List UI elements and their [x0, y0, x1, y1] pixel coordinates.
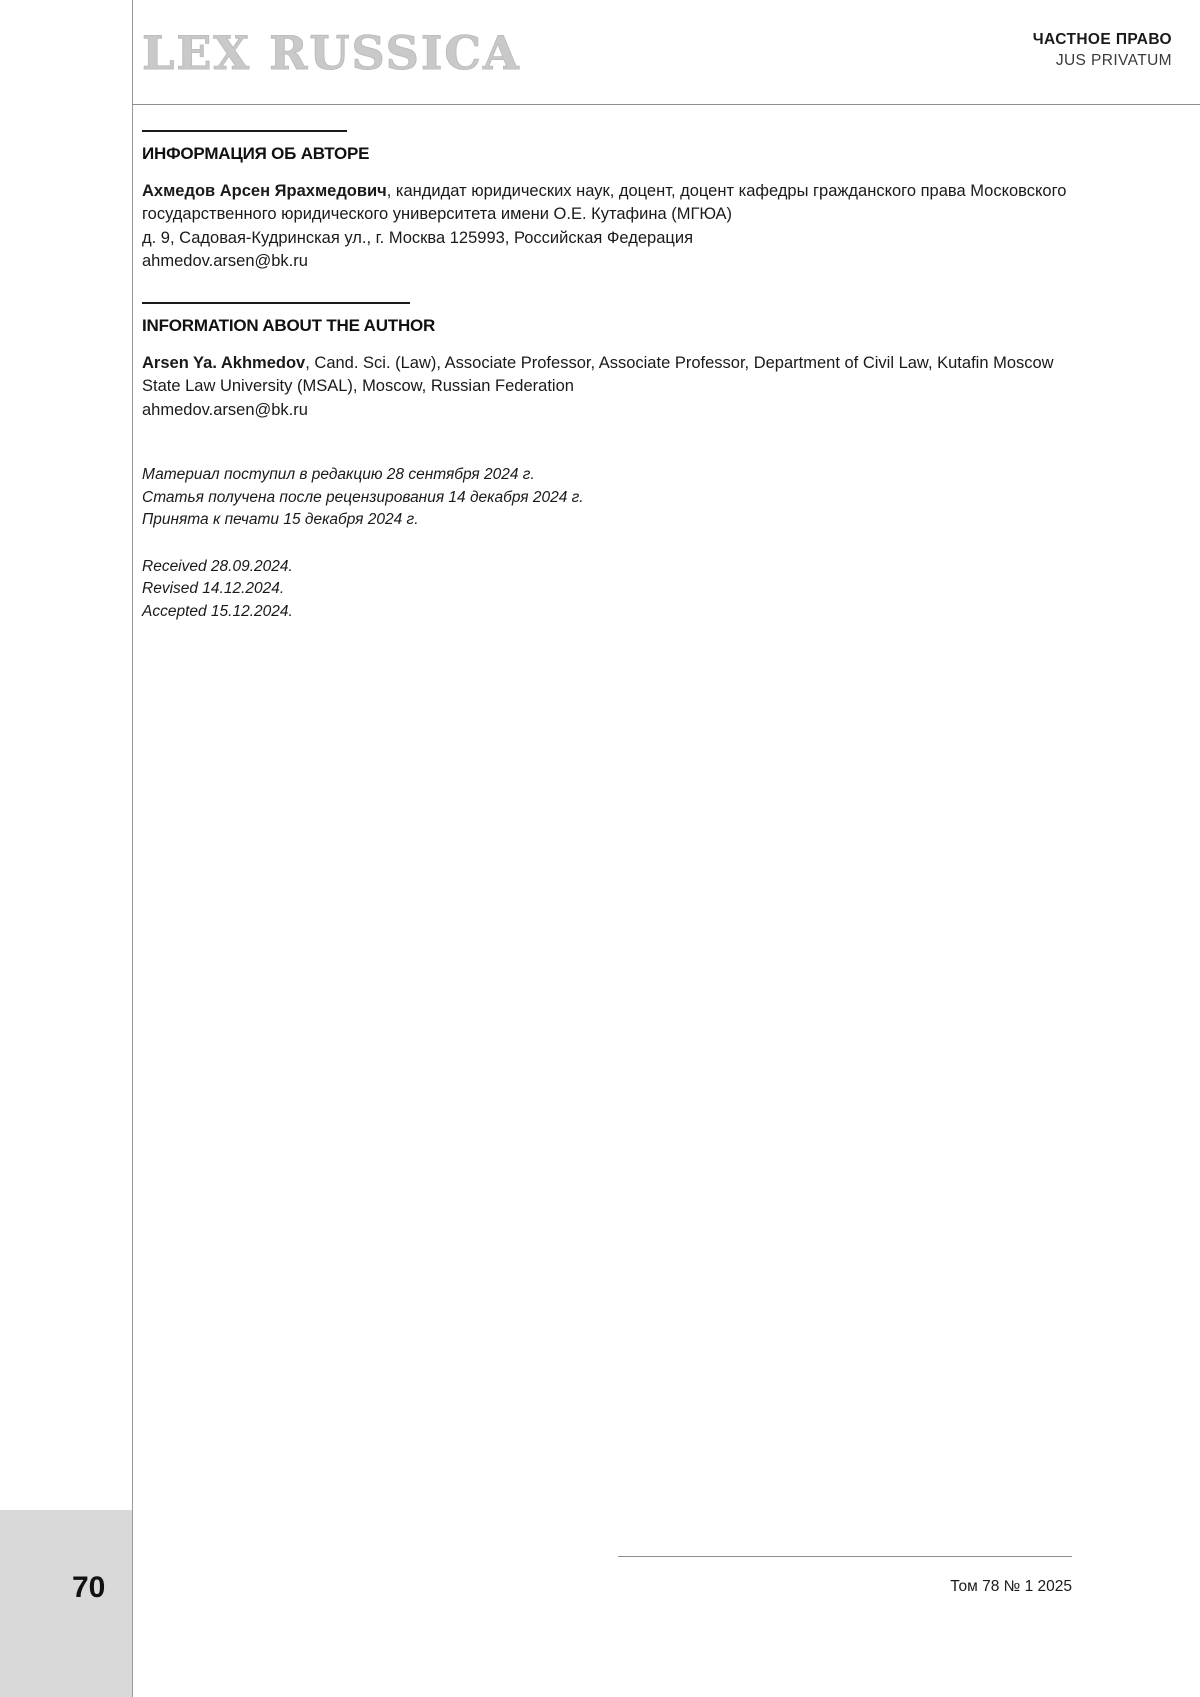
- rubric-latin: JUS PRIVATUM: [1055, 51, 1172, 69]
- rule-above-author-en: [142, 302, 410, 304]
- author-ru-affiliation-line1: , кандидат юридических наук, доцент, доцент кафедры гражданского права: [386, 182, 966, 200]
- left-margin-strip: [0, 1510, 132, 1697]
- date-received-ru: Материал поступил в редакцию 28 сентября 2024 г.: [142, 465, 535, 483]
- rule-above-author-ru: [142, 130, 347, 132]
- header-divider: [132, 104, 1200, 105]
- page-content: [142, 130, 1072, 624]
- author-en-affiliation-line1: , Cand. Sci. (Law), Associate Professor, Associate Professor, Department of Civil Law,: [305, 353, 933, 372]
- author-en-affiliation-line2: Kutafin Moscow State Law University (MSAL), Moscow, Russian Federation: [142, 353, 1054, 396]
- author-info-ru-title: ИНФОРМАЦИЯ ОБ АВТОРЕ: [142, 144, 370, 163]
- margin-divider: [132, 0, 133, 1697]
- author-en-affiliation: [142, 352, 1072, 399]
- author-en-email: ahmedov.arsen@bk.ru: [142, 400, 308, 419]
- journal-masthead: LEX RUSSICA: [142, 26, 521, 80]
- block-spacer: [142, 274, 1072, 302]
- date-revised-en: Revised 14.12.2024.: [142, 580, 285, 598]
- author-ru-address: д. 9, Садовая-Кудринская ул., г. Москва 125993, Российская Федерация: [142, 228, 694, 247]
- author-ru-affiliation: [142, 180, 1072, 227]
- date-accepted-en: Accepted 15.12.2024.: [142, 603, 293, 621]
- footer-divider: [618, 1556, 1072, 1557]
- author-ru-email: ahmedov.arsen@bk.ru: [142, 252, 308, 271]
- author-en-name: Arsen Ya. Akhmedov: [142, 353, 306, 372]
- section-rubric: [1033, 30, 1172, 72]
- page-number: 70: [72, 1571, 106, 1604]
- submission-dates-en: [142, 556, 1072, 624]
- author-ru-name: Ахмедов Арсен Ярахмедович: [142, 182, 387, 200]
- issue-info: Том 78 № 1 2025: [950, 1578, 1072, 1595]
- date-revised-ru: Статья получена после рецензирования 14 декабря 2024 г.: [142, 488, 584, 506]
- author-info-en-title: INFORMATION ABOUT THE AUTHOR: [142, 315, 436, 335]
- date-received-en: Received 28.09.2024.: [142, 557, 293, 575]
- rubric-russian: ЧАСТНОЕ ПРАВО: [1032, 31, 1172, 48]
- date-accepted-ru: Принята к печати 15 декабря 2024 г.: [142, 511, 419, 529]
- author-ru-affiliation-line2: Московского государственного юридического университета имени О.Е. Кутафина (МГЮА): [142, 182, 1067, 224]
- submission-dates-ru: [142, 464, 1072, 532]
- page-header: [132, 0, 1200, 104]
